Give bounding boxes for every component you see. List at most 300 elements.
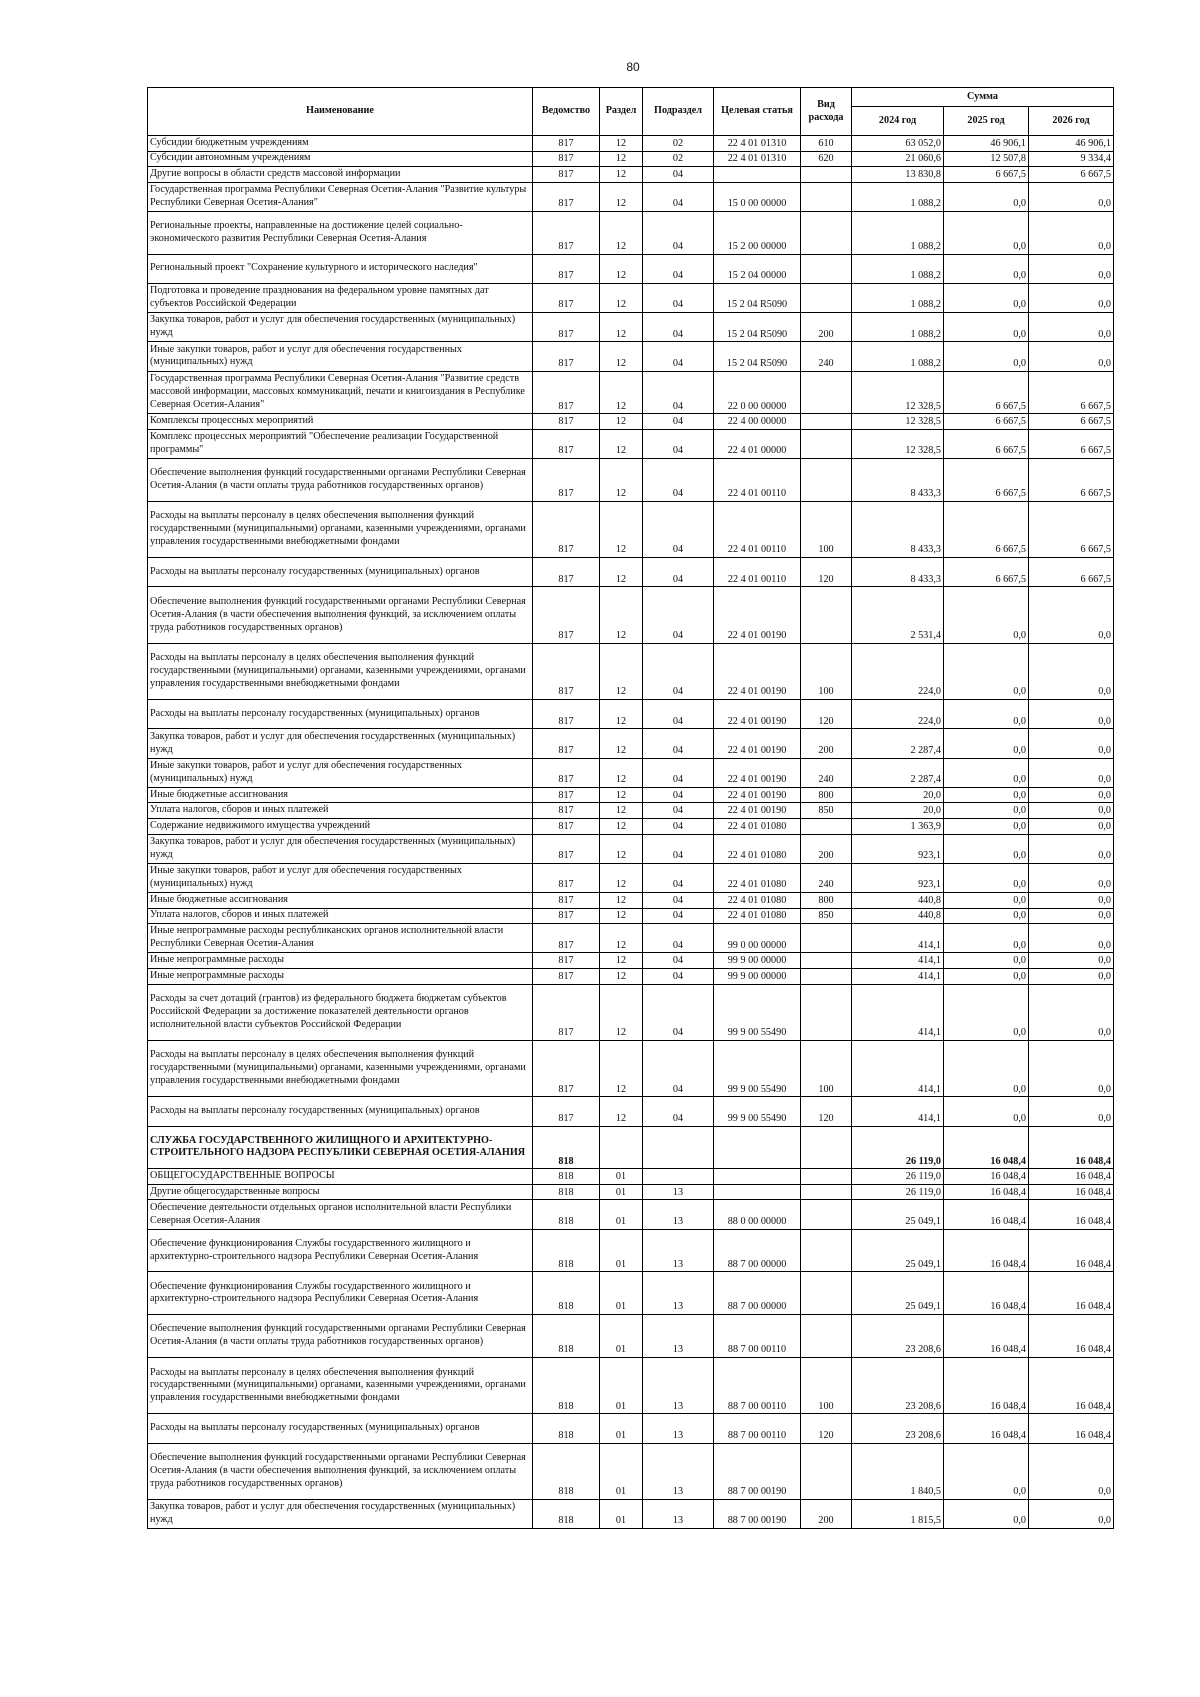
- row-celevaya-statya: 22 4 01 00110: [714, 459, 801, 502]
- row-podrazdel: 13: [643, 1414, 714, 1443]
- row-sum-2025: 46 906,1: [944, 136, 1029, 152]
- row-sum-2026: 16 048,4: [1029, 1315, 1114, 1358]
- row-sum-2026: 0,0: [1029, 892, 1114, 908]
- row-sum-2024: 26 119,0: [852, 1169, 944, 1185]
- header-celevaya-statya: Целевая статья: [714, 88, 801, 136]
- table-row: [148, 1272, 1114, 1315]
- row-podrazdel: 04: [643, 211, 714, 254]
- row-vedomstvo: 817: [533, 643, 600, 699]
- table-row: [148, 1200, 1114, 1229]
- row-vid-rashoda: 120: [801, 1414, 852, 1443]
- table-row: [148, 787, 1114, 803]
- row-razdel: 01: [600, 1315, 643, 1358]
- row-podrazdel: 04: [643, 371, 714, 414]
- row-vedomstvo: 817: [533, 211, 600, 254]
- row-razdel: 12: [600, 892, 643, 908]
- row-podrazdel: 04: [643, 313, 714, 342]
- row-razdel: 12: [600, 254, 643, 283]
- row-sum-2026: 16 048,4: [1029, 1200, 1114, 1229]
- row-celevaya-statya: [714, 1169, 801, 1185]
- row-name: Обеспечение выполнения функций государственными органами Республики Северная Осетия-Алания (в части обеспечения выполнения функций, за исключением оплаты труда работников государственных органов): [148, 1443, 533, 1499]
- row-podrazdel: 04: [643, 342, 714, 371]
- row-razdel: 12: [600, 908, 643, 924]
- row-podrazdel: 02: [643, 151, 714, 167]
- row-podrazdel: 13: [643, 1358, 714, 1414]
- row-sum-2025: 16 048,4: [944, 1358, 1029, 1414]
- table-row: [148, 587, 1114, 643]
- row-vedomstvo: 817: [533, 892, 600, 908]
- row-sum-2024: 414,1: [852, 968, 944, 984]
- row-vid-rashoda: [801, 182, 852, 211]
- row-sum-2024: 1 088,2: [852, 211, 944, 254]
- row-razdel: 12: [600, 429, 643, 458]
- row-name: Закупка товаров, работ и услуг для обеспечения государственных (муниципальных) нужд: [148, 834, 533, 863]
- table-row: [148, 1126, 1114, 1169]
- row-sum-2024: 8 433,3: [852, 558, 944, 587]
- header-razdel: Раздел: [600, 88, 643, 136]
- row-vedomstvo: 817: [533, 787, 600, 803]
- row-sum-2026: 0,0: [1029, 643, 1114, 699]
- row-podrazdel: 13: [643, 1200, 714, 1229]
- row-razdel: 12: [600, 803, 643, 819]
- row-name: Иные непрограммные расходы: [148, 968, 533, 984]
- row-vid-rashoda: [801, 283, 852, 312]
- row-celevaya-statya: 88 7 00 00110: [714, 1358, 801, 1414]
- table-row: [148, 1169, 1114, 1185]
- row-vedomstvo: 817: [533, 924, 600, 953]
- row-sum-2024: 23 208,6: [852, 1414, 944, 1443]
- row-sum-2024: 21 060,6: [852, 151, 944, 167]
- table-row: [148, 758, 1114, 787]
- row-sum-2026: 16 048,4: [1029, 1358, 1114, 1414]
- row-name: Расходы на выплаты персоналу в целях обеспечения выполнения функций государственными (муниципальными) органами, казенными учреждениями, органами управления государственными внебюджетными фондами: [148, 643, 533, 699]
- row-vedomstvo: 817: [533, 803, 600, 819]
- table-body: [148, 136, 1114, 1529]
- row-sum-2024: 23 208,6: [852, 1358, 944, 1414]
- row-vedomstvo: 817: [533, 834, 600, 863]
- table-row: [148, 1414, 1114, 1443]
- row-celevaya-statya: 15 2 00 00000: [714, 211, 801, 254]
- row-podrazdel: 04: [643, 182, 714, 211]
- row-vedomstvo: 817: [533, 968, 600, 984]
- row-vedomstvo: 817: [533, 558, 600, 587]
- row-vid-rashoda: [801, 587, 852, 643]
- row-sum-2025: 6 667,5: [944, 459, 1029, 502]
- row-vid-rashoda: 800: [801, 892, 852, 908]
- row-sum-2025: 16 048,4: [944, 1315, 1029, 1358]
- row-podrazdel: 04: [643, 863, 714, 892]
- header-vid-rashoda: Вид расхода: [801, 88, 852, 136]
- row-vedomstvo: 817: [533, 414, 600, 430]
- row-sum-2026: 0,0: [1029, 1040, 1114, 1096]
- row-celevaya-statya: 22 4 01 00000: [714, 429, 801, 458]
- row-razdel: 01: [600, 1500, 643, 1529]
- row-razdel: [600, 1126, 643, 1169]
- row-vid-rashoda: [801, 211, 852, 254]
- row-vid-rashoda: [801, 984, 852, 1040]
- row-vedomstvo: 818: [533, 1443, 600, 1499]
- row-sum-2026: 0,0: [1029, 1443, 1114, 1499]
- table-row: [148, 643, 1114, 699]
- page-number: 80: [626, 60, 640, 74]
- row-sum-2025: 0,0: [944, 1097, 1029, 1126]
- row-celevaya-statya: 22 4 01 01080: [714, 819, 801, 835]
- row-celevaya-statya: 88 7 00 00190: [714, 1500, 801, 1529]
- row-sum-2025: 0,0: [944, 924, 1029, 953]
- row-razdel: 12: [600, 283, 643, 312]
- row-sum-2026: 0,0: [1029, 819, 1114, 835]
- row-sum-2024: 25 049,1: [852, 1229, 944, 1272]
- row-celevaya-statya: 99 0 00 00000: [714, 924, 801, 953]
- table-row: [148, 313, 1114, 342]
- row-sum-2025: 0,0: [944, 342, 1029, 371]
- row-vedomstvo: 818: [533, 1414, 600, 1443]
- row-celevaya-statya: 22 4 01 00110: [714, 558, 801, 587]
- row-vid-rashoda: 200: [801, 729, 852, 758]
- row-celevaya-statya: 22 4 01 00190: [714, 787, 801, 803]
- row-sum-2024: 923,1: [852, 863, 944, 892]
- row-sum-2025: 0,0: [944, 254, 1029, 283]
- row-name: Другие вопросы в области средств массовой информации: [148, 167, 533, 183]
- table-row: [148, 182, 1114, 211]
- table-row: [148, 803, 1114, 819]
- row-sum-2026: 0,0: [1029, 787, 1114, 803]
- row-sum-2026: 0,0: [1029, 984, 1114, 1040]
- row-sum-2026: 0,0: [1029, 863, 1114, 892]
- row-sum-2025: 0,0: [944, 643, 1029, 699]
- row-name: Закупка товаров, работ и услуг для обеспечения государственных (муниципальных) нужд: [148, 729, 533, 758]
- row-podrazdel: 04: [643, 834, 714, 863]
- row-razdel: 12: [600, 342, 643, 371]
- table-row: [148, 968, 1114, 984]
- row-sum-2026: 0,0: [1029, 313, 1114, 342]
- row-celevaya-statya: 22 0 00 00000: [714, 371, 801, 414]
- row-razdel: 12: [600, 1097, 643, 1126]
- row-sum-2024: 20,0: [852, 787, 944, 803]
- row-sum-2026: 0,0: [1029, 729, 1114, 758]
- row-vid-rashoda: 100: [801, 643, 852, 699]
- row-sum-2025: 0,0: [944, 1500, 1029, 1529]
- row-celevaya-statya: 22 4 01 01080: [714, 863, 801, 892]
- row-celevaya-statya: 22 4 01 01310: [714, 136, 801, 152]
- row-sum-2025: 12 507,8: [944, 151, 1029, 167]
- row-sum-2025: 0,0: [944, 892, 1029, 908]
- header-year-2026: 2026 год: [1029, 107, 1114, 136]
- row-sum-2024: 26 119,0: [852, 1126, 944, 1169]
- row-sum-2025: 0,0: [944, 313, 1029, 342]
- row-podrazdel: 04: [643, 729, 714, 758]
- row-sum-2025: 0,0: [944, 863, 1029, 892]
- row-name: Содержание недвижимого имущества учреждений: [148, 819, 533, 835]
- table-row: [148, 167, 1114, 183]
- row-name: ОБЩЕГОСУДАРСТВЕННЫЕ ВОПРОСЫ: [148, 1169, 533, 1185]
- row-vedomstvo: 818: [533, 1500, 600, 1529]
- row-sum-2024: 1 088,2: [852, 313, 944, 342]
- row-sum-2024: 440,8: [852, 908, 944, 924]
- row-razdel: 12: [600, 787, 643, 803]
- row-name: Субсидии бюджетным учреждениям: [148, 136, 533, 152]
- row-name: Расходы на выплаты персоналу государственных (муниципальных) органов: [148, 1414, 533, 1443]
- row-vid-rashoda: [801, 953, 852, 969]
- row-name: Региональный проект "Сохранение культурного и исторического наследия": [148, 254, 533, 283]
- row-podrazdel: 13: [643, 1184, 714, 1200]
- table-row: [148, 729, 1114, 758]
- row-celevaya-statya: [714, 1126, 801, 1169]
- budget-table: [147, 87, 1114, 1529]
- row-celevaya-statya: 15 2 04 R5090: [714, 283, 801, 312]
- row-razdel: 01: [600, 1272, 643, 1315]
- row-sum-2024: 923,1: [852, 834, 944, 863]
- row-name: Обеспечение функционирования Службы государственного жилищного и архитектурно-строительного надзора Республики Северная Осетия-Алания: [148, 1272, 533, 1315]
- row-sum-2025: 16 048,4: [944, 1126, 1029, 1169]
- row-sum-2024: 1 840,5: [852, 1443, 944, 1499]
- row-vedomstvo: 817: [533, 283, 600, 312]
- row-sum-2025: 16 048,4: [944, 1272, 1029, 1315]
- row-celevaya-statya: 88 7 00 00190: [714, 1443, 801, 1499]
- row-sum-2026: 0,0: [1029, 1500, 1114, 1529]
- header-year-2024: 2024 год: [852, 107, 944, 136]
- table-row: [148, 984, 1114, 1040]
- row-vedomstvo: 817: [533, 342, 600, 371]
- row-name: Обеспечение выполнения функций государственными органами Республики Северная Осетия-Алания (в части обеспечения выполнения функций, за исключением оплаты труда работников государственных органов): [148, 587, 533, 643]
- table-row: [148, 819, 1114, 835]
- row-sum-2026: 0,0: [1029, 953, 1114, 969]
- row-podrazdel: 13: [643, 1272, 714, 1315]
- row-name: Подготовка и проведение празднования на федеральном уровне памятных дат субъектов Российской Федерации: [148, 283, 533, 312]
- row-razdel: 12: [600, 953, 643, 969]
- row-vedomstvo: 817: [533, 254, 600, 283]
- row-name: Обеспечение выполнения функций государственными органами Республики Северная Осетия-Алания (в части оплаты труда работников государственных органов): [148, 459, 533, 502]
- row-name: Обеспечение выполнения функций государственными органами Республики Северная Осетия-Алания (в части оплаты труда работников государственных органов): [148, 1315, 533, 1358]
- row-sum-2024: 440,8: [852, 892, 944, 908]
- row-razdel: 12: [600, 182, 643, 211]
- row-sum-2024: 224,0: [852, 700, 944, 729]
- row-razdel: 12: [600, 1040, 643, 1096]
- row-celevaya-statya: 15 0 00 00000: [714, 182, 801, 211]
- table-row: [148, 908, 1114, 924]
- row-vedomstvo: 818: [533, 1272, 600, 1315]
- row-sum-2026: 0,0: [1029, 700, 1114, 729]
- row-podrazdel: 04: [643, 1040, 714, 1096]
- row-name: Другие общегосударственные вопросы: [148, 1184, 533, 1200]
- row-name: Уплата налогов, сборов и иных платежей: [148, 803, 533, 819]
- row-vedomstvo: 817: [533, 459, 600, 502]
- row-razdel: 12: [600, 414, 643, 430]
- row-sum-2025: 0,0: [944, 758, 1029, 787]
- table-row: [148, 700, 1114, 729]
- row-podrazdel: 13: [643, 1229, 714, 1272]
- row-name: Иные закупки товаров, работ и услуг для обеспечения государственных (муниципальных) нужд: [148, 758, 533, 787]
- row-vedomstvo: 817: [533, 700, 600, 729]
- row-podrazdel: 04: [643, 924, 714, 953]
- row-name: Иные бюджетные ассигнования: [148, 787, 533, 803]
- header-summa: Сумма: [852, 88, 1114, 107]
- row-sum-2024: 12 328,5: [852, 414, 944, 430]
- row-razdel: 01: [600, 1229, 643, 1272]
- header-year-2025: 2025 год: [944, 107, 1029, 136]
- row-podrazdel: 02: [643, 136, 714, 152]
- row-vid-rashoda: [801, 1184, 852, 1200]
- row-razdel: 12: [600, 558, 643, 587]
- row-name: Комплексы процессных мероприятий: [148, 414, 533, 430]
- row-razdel: 01: [600, 1169, 643, 1185]
- row-vedomstvo: 817: [533, 729, 600, 758]
- row-name: Уплата налогов, сборов и иных платежей: [148, 908, 533, 924]
- row-vid-rashoda: 240: [801, 863, 852, 892]
- row-celevaya-statya: 22 4 01 01080: [714, 892, 801, 908]
- row-sum-2026: 0,0: [1029, 758, 1114, 787]
- row-sum-2024: 1 363,9: [852, 819, 944, 835]
- table-header: [148, 88, 1114, 136]
- row-name: Региональные проекты, направленные на достижение целей социально-экономического развития Республики Северная Осетия-Алания: [148, 211, 533, 254]
- row-name: Обеспечение деятельности отдельных органов исполнительной власти Республики Северная Осетия-Алания: [148, 1200, 533, 1229]
- row-vedomstvo: 818: [533, 1315, 600, 1358]
- row-sum-2026: 0,0: [1029, 908, 1114, 924]
- header-podrazdel: Подраздел: [643, 88, 714, 136]
- row-vedomstvo: 817: [533, 587, 600, 643]
- row-sum-2025: 0,0: [944, 211, 1029, 254]
- row-razdel: 01: [600, 1443, 643, 1499]
- row-name: Расходы на выплаты персоналу в целях обеспечения выполнения функций государственными (муниципальными) органами, казенными учреждениями, органами управления государственными внебюджетными фондами: [148, 1358, 533, 1414]
- row-sum-2024: 1 088,2: [852, 182, 944, 211]
- row-sum-2024: 13 830,8: [852, 167, 944, 183]
- row-vid-rashoda: 100: [801, 1358, 852, 1414]
- row-name: Иные закупки товаров, работ и услуг для обеспечения государственных (муниципальных) нужд: [148, 863, 533, 892]
- row-sum-2025: 0,0: [944, 908, 1029, 924]
- table-row: [148, 953, 1114, 969]
- row-vedomstvo: 818: [533, 1184, 600, 1200]
- table-row: [148, 834, 1114, 863]
- row-vid-rashoda: 100: [801, 501, 852, 557]
- row-vid-rashoda: [801, 1443, 852, 1499]
- table-row: [148, 863, 1114, 892]
- row-podrazdel: 04: [643, 1097, 714, 1126]
- row-sum-2025: 0,0: [944, 984, 1029, 1040]
- row-name: Государственная программа Республики Северная Осетия-Алания "Развитие культуры Республики Северная Осетия-Алания": [148, 182, 533, 211]
- row-razdel: 12: [600, 834, 643, 863]
- row-razdel: 12: [600, 700, 643, 729]
- row-celevaya-statya: 15 2 04 00000: [714, 254, 801, 283]
- row-sum-2025: 16 048,4: [944, 1169, 1029, 1185]
- row-vid-rashoda: 240: [801, 758, 852, 787]
- row-sum-2025: 0,0: [944, 803, 1029, 819]
- row-sum-2025: 0,0: [944, 729, 1029, 758]
- row-celevaya-statya: 22 4 01 01080: [714, 908, 801, 924]
- table-row: [148, 501, 1114, 557]
- row-name: Закупка товаров, работ и услуг для обеспечения государственных (муниципальных) нужд: [148, 313, 533, 342]
- row-vid-rashoda: [801, 459, 852, 502]
- table-row: [148, 254, 1114, 283]
- row-podrazdel: 04: [643, 283, 714, 312]
- row-name: Иные закупки товаров, работ и услуг для обеспечения государственных (муниципальных) нужд: [148, 342, 533, 371]
- row-sum-2024: 8 433,3: [852, 501, 944, 557]
- row-podrazdel: 04: [643, 167, 714, 183]
- row-vedomstvo: 817: [533, 136, 600, 152]
- row-razdel: 01: [600, 1200, 643, 1229]
- row-celevaya-statya: 22 4 01 01080: [714, 834, 801, 863]
- row-vedomstvo: 818: [533, 1126, 600, 1169]
- table-row: [148, 924, 1114, 953]
- row-name: Иные непрограммные расходы республиканских органов исполнительной власти Республики Северная Осетия-Алания: [148, 924, 533, 953]
- row-sum-2026: 0,0: [1029, 342, 1114, 371]
- row-razdel: 12: [600, 587, 643, 643]
- row-sum-2025: 6 667,5: [944, 414, 1029, 430]
- row-sum-2024: 414,1: [852, 953, 944, 969]
- row-vid-rashoda: 200: [801, 1500, 852, 1529]
- row-sum-2025: 6 667,5: [944, 167, 1029, 183]
- row-sum-2024: 26 119,0: [852, 1184, 944, 1200]
- row-sum-2026: 6 667,5: [1029, 558, 1114, 587]
- row-podrazdel: [643, 1126, 714, 1169]
- row-sum-2024: 414,1: [852, 1097, 944, 1126]
- row-podrazdel: [643, 1169, 714, 1185]
- row-razdel: 12: [600, 211, 643, 254]
- table-row: [148, 558, 1114, 587]
- row-celevaya-statya: 88 7 00 00000: [714, 1272, 801, 1315]
- row-sum-2024: 23 208,6: [852, 1315, 944, 1358]
- row-vedomstvo: 817: [533, 1040, 600, 1096]
- row-sum-2025: 0,0: [944, 953, 1029, 969]
- row-celevaya-statya: 99 9 00 55490: [714, 1097, 801, 1126]
- row-vedomstvo: 817: [533, 371, 600, 414]
- row-razdel: 12: [600, 501, 643, 557]
- row-celevaya-statya: 99 9 00 00000: [714, 953, 801, 969]
- row-sum-2025: 0,0: [944, 819, 1029, 835]
- row-name: Расходы на выплаты персоналу в целях обеспечения выполнения функций государственными (муниципальными) органами, казенными учреждениями, органами управления государственными внебюджетными фондами: [148, 501, 533, 557]
- row-sum-2025: 16 048,4: [944, 1200, 1029, 1229]
- row-podrazdel: 04: [643, 953, 714, 969]
- row-celevaya-statya: 88 7 00 00000: [714, 1229, 801, 1272]
- row-podrazdel: 04: [643, 558, 714, 587]
- row-celevaya-statya: [714, 167, 801, 183]
- row-razdel: 01: [600, 1414, 643, 1443]
- header-name: Наименование: [148, 88, 533, 136]
- table-row: [148, 459, 1114, 502]
- row-name: Обеспечение функционирования Службы государственного жилищного и архитектурно-строительного надзора Республики Северная Осетия-Алания: [148, 1229, 533, 1272]
- row-celevaya-statya: 22 4 01 00190: [714, 729, 801, 758]
- row-vid-rashoda: [801, 1169, 852, 1185]
- row-celevaya-statya: 22 4 01 00190: [714, 643, 801, 699]
- row-sum-2026: 0,0: [1029, 1097, 1114, 1126]
- row-vid-rashoda: [801, 167, 852, 183]
- row-vid-rashoda: [801, 429, 852, 458]
- row-name: Расходы на выплаты персоналу в целях обеспечения выполнения функций государственными (муниципальными) органами, казенными учреждениями, органами управления государственными внебюджетными фондами: [148, 1040, 533, 1096]
- row-sum-2026: 16 048,4: [1029, 1272, 1114, 1315]
- row-razdel: 12: [600, 819, 643, 835]
- row-sum-2024: 2 531,4: [852, 587, 944, 643]
- row-sum-2024: 224,0: [852, 643, 944, 699]
- row-name: Закупка товаров, работ и услуг для обеспечения государственных (муниципальных) нужд: [148, 1500, 533, 1529]
- header-vedomstvo: Ведомство: [533, 88, 600, 136]
- row-podrazdel: 04: [643, 429, 714, 458]
- row-sum-2026: 16 048,4: [1029, 1414, 1114, 1443]
- row-celevaya-statya: 88 7 00 00110: [714, 1315, 801, 1358]
- row-sum-2026: 0,0: [1029, 254, 1114, 283]
- row-podrazdel: 04: [643, 787, 714, 803]
- row-podrazdel: 04: [643, 758, 714, 787]
- row-razdel: 12: [600, 984, 643, 1040]
- row-sum-2024: 2 287,4: [852, 758, 944, 787]
- row-celevaya-statya: 88 0 00 00000: [714, 1200, 801, 1229]
- row-sum-2024: 414,1: [852, 1040, 944, 1096]
- row-podrazdel: 04: [643, 700, 714, 729]
- row-vid-rashoda: 850: [801, 803, 852, 819]
- row-sum-2026: 16 048,4: [1029, 1126, 1114, 1169]
- row-sum-2025: 0,0: [944, 587, 1029, 643]
- row-celevaya-statya: 99 9 00 55490: [714, 984, 801, 1040]
- row-vid-rashoda: 120: [801, 558, 852, 587]
- row-podrazdel: 04: [643, 643, 714, 699]
